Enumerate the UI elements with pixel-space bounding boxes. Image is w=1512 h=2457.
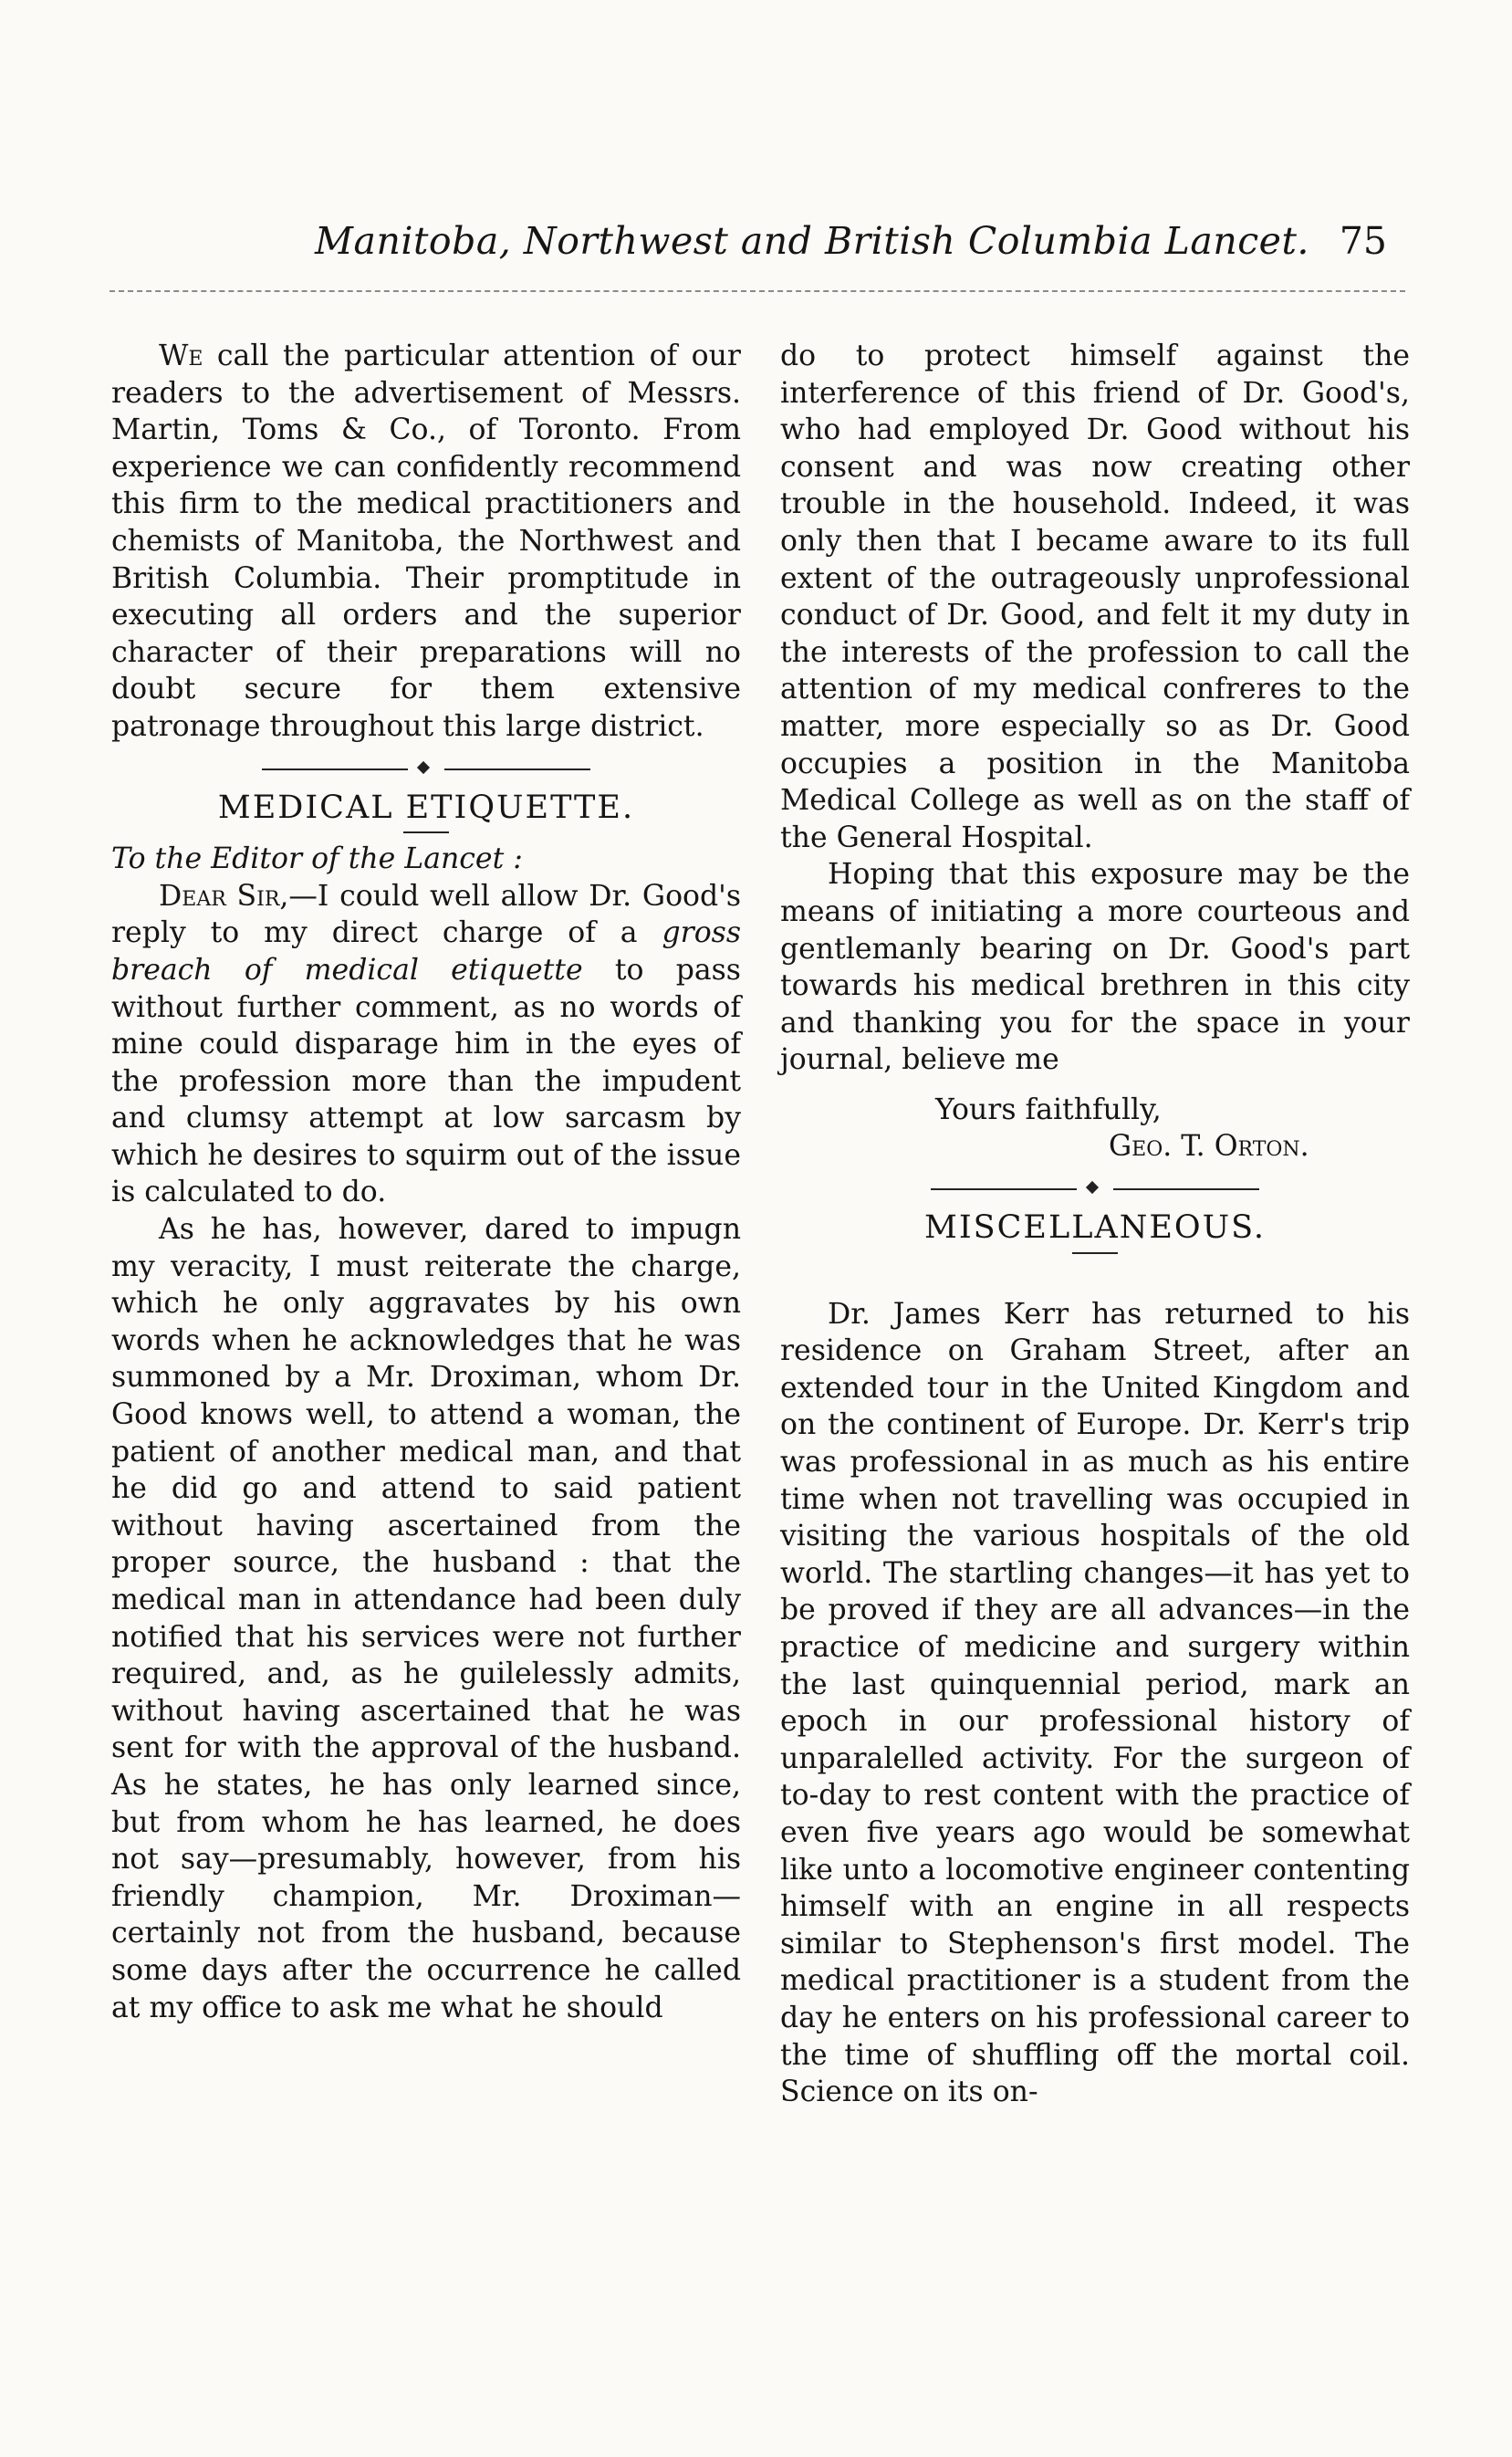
- letter-paragraph-1: [111, 878, 741, 1211]
- header-rule: [109, 290, 1405, 292]
- left-column: [111, 338, 741, 2026]
- letter-salutation: To the Editor of the Lancet :: [111, 842, 523, 876]
- section-ornament-2: [931, 1180, 1259, 1198]
- letter-paragraph-2: As he has, however, dared to impugn my veracity, I must reiterate the charge, which he only aggravates by his own words when he acknowledges that he was summoned by a Mr. Droximan, whom Dr. Good knows well, to attend a woman, the patient of another medical man, and that he did go and attend to said patient without having ascertained from the proper source, the husband : that the medical man in attendance had been duly notified that his services were not further required, and, as he guilelessly admits, without having ascertained that he was sent for with the approval of the husband. As he states, he has only learned since, but from whom he has learned, he does not say—presumably, however, from his friendly champion, Mr. Droximan—certainly not from the husband, because some days after the occurrence he called at my office to ask me what he should: [111, 1213, 741, 2024]
- letter-p1-text-a: —I could well allow Dr. Good's reply to my direct charge of a: [111, 879, 741, 950]
- miscellaneous-paragraph: Dr. James Kerr has returned to his residence on Graham Street, after an extended tour in the United Kingdom and on the continent of Europe. Dr. Kerr's trip was professional in as much as his entire time when not travelling was occupied in visiting the various hospitals of the old world. The startling changes—it has yet to be proved if they are all advances—in the practice of medicine and surgery within the last quinquennial period, mark an epoch in our professional history of unparalelled activity. For the surgeon of to-day to rest content with the practice of even five years ago would be somewhat like unto a locomotive engineer contenting himself with an engine in all respects similar to Stephenson's first model. The medical practitioner is a student from the day he enters on his professional career to the time of shuffling off the mortal coil. Science on its on-: [780, 1297, 1410, 2109]
- page-number: 75: [1339, 219, 1387, 263]
- heading-rule: [403, 831, 449, 833]
- letter-p1-emphasis: gross breach of medical etiquette: [111, 916, 741, 987]
- letter-signature: Geo. T. Orton.: [1109, 1130, 1309, 1164]
- letter-p1-text-b: to pass without further comment, as no words of mine could disparage him in the eyes of the profession more than the impudent and clumsy attempt at low sarcasm by which he desires to squirm out of the issue is calculated to do.: [111, 953, 741, 1209]
- section-heading-medical-etiquette: MEDICAL ETIQUETTE.: [217, 789, 635, 826]
- notice-text: call the particular attention of our readers to the advertisement of Messrs. Martin, Toms & Co., of Toronto. From experience we can confidently recommend this firm to the medical practitioners and chemists of Manitoba, the Northwest and British Columbia. Their promptitude in executing all orders and the superior character of their preparations will no doubt secure for them extensive patronage throughout this large district.: [111, 340, 741, 743]
- heading-rule-2: [1072, 1252, 1118, 1254]
- running-title: Manitoba, Northwest and British Columbia Lancet.: [315, 219, 1309, 263]
- section-ornament: [262, 760, 590, 779]
- letter-closing-paragraph: Hoping that this exposure may be the means of initiating a more courteous and gentlemanly bearing on Dr. Good's part towards his medical brethren in this city and thanking you for the space in your journal, believe me: [780, 858, 1410, 1077]
- running-head: [109, 219, 1405, 274]
- notice-lead-word: We: [159, 340, 203, 372]
- letter-lead: Dear Sir,: [159, 879, 289, 913]
- letter-closing: Yours faithfully,: [935, 1093, 1162, 1126]
- section-heading-miscellaneous: MISCELLANEOUS.: [924, 1209, 1266, 1247]
- letter-continuation: do to protect himself against the interference of this friend of Dr. Good's, who had employed Dr. Good without his consent and was now creating other trouble in the household. Indeed, it was only then that I became aware to its full extent of the outrageously unprofessional conduct of Dr. Good, and felt it my duty in the interests of the profession to call the attention of my medical confreres to the matter, more especially so as Dr. Good occupies a position in the Manitoba Medical College as well as on the staff of the General Hospital.: [780, 340, 1410, 854]
- advertisement-notice: [111, 338, 741, 746]
- right-column: [780, 338, 1410, 2111]
